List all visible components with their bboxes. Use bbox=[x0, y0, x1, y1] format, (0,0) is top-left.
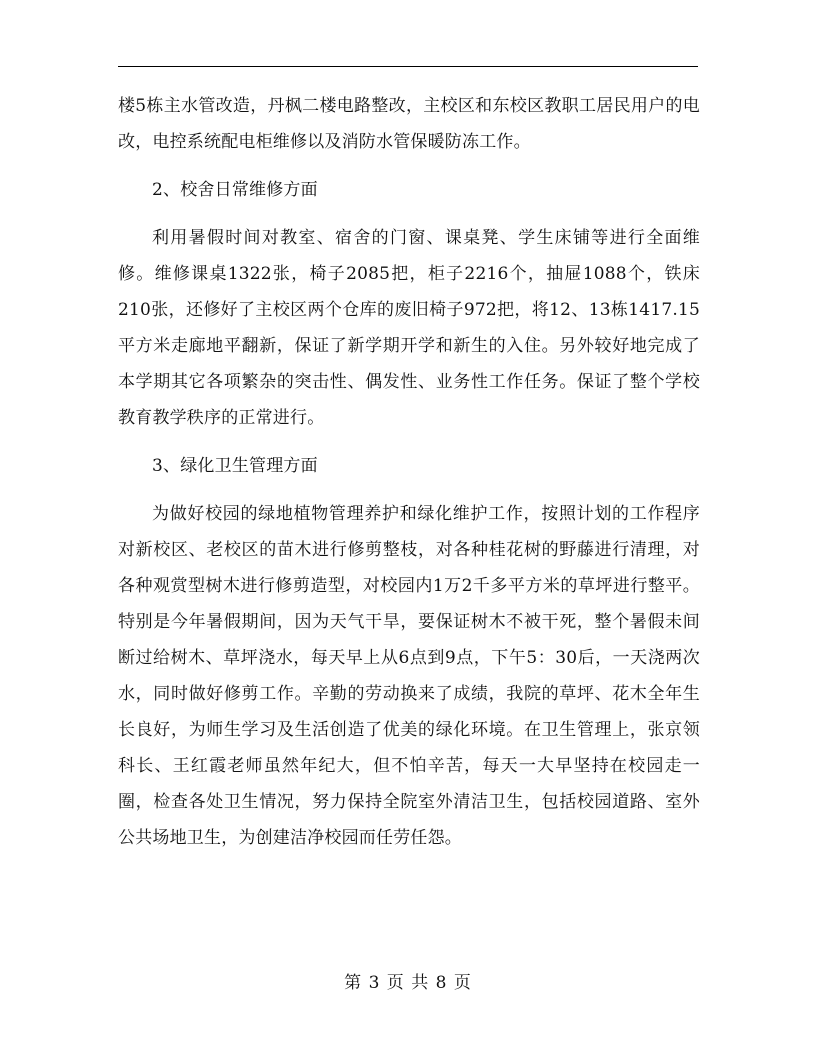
page-footer bbox=[0, 968, 816, 993]
section-heading-2: 2、校舍日常维修方面 bbox=[152, 180, 318, 200]
paragraph-2: 利用暑假时间对教室、宿舍的门窗、课桌凳、学生床铺等进行全面维修。维修课桌1322张，椅子2085把，柜子2216个，抽屉1088个，铁床210张，还修好了主校区两个仓库的废旧椅子972把，将12、13栋1417.15平方米走廊地平翻新，保证了新学期开学和新生的入住。另外较好地完成了本学期其它各项繁杂的突击性、偶发性、业务性工作任务。保证了整个学校教育教学秩序的正常进行。 bbox=[118, 228, 700, 428]
paragraph-3: 为做好校园的绿地植物管理养护和绿化维护工作，按照计划的工作程序对新校区、老校区的苗木进行修剪整枝，对各种桂花树的野藤进行清理，对各种观赏型树木进行修剪造型，对校园内1万2千多平方米的草坪进行整平。特别是今年暑假期间，因为天气干旱，要保证树木不被干死，整个暑假未间断过给树木、草坪浇水，每天早上从6点到9点，下午5：30后，一天浇两次水，同时做好修剪工作。辛勤的劳动换来了成绩，我院的草坪、花木全年生长良好，为师生学习及生活创造了优美的绿化环境。在卫生管理上，张京领科长、王红霞老师虽然年纪大，但不怕辛苦，每天一大早坚持在校园走一圈，检查各处卫生情况，努力保持全院室外清洁卫生，包括校园道路、室外公共场地卫生，为创建洁净校园而任劳任怨。 bbox=[118, 504, 700, 848]
section-heading-3: 3、绿化卫生管理方面 bbox=[152, 456, 318, 476]
document-body bbox=[118, 88, 700, 856]
page-number-label: 第 3 页 共 8 页 bbox=[344, 973, 472, 993]
header-rule bbox=[118, 66, 698, 67]
paragraph-1: 楼5栋主水管改造，丹枫二楼电路整改，主校区和东校区教职工居民用户的电改，电控系统配电柜维修以及消防水管保暖防冻工作。 bbox=[118, 96, 700, 152]
